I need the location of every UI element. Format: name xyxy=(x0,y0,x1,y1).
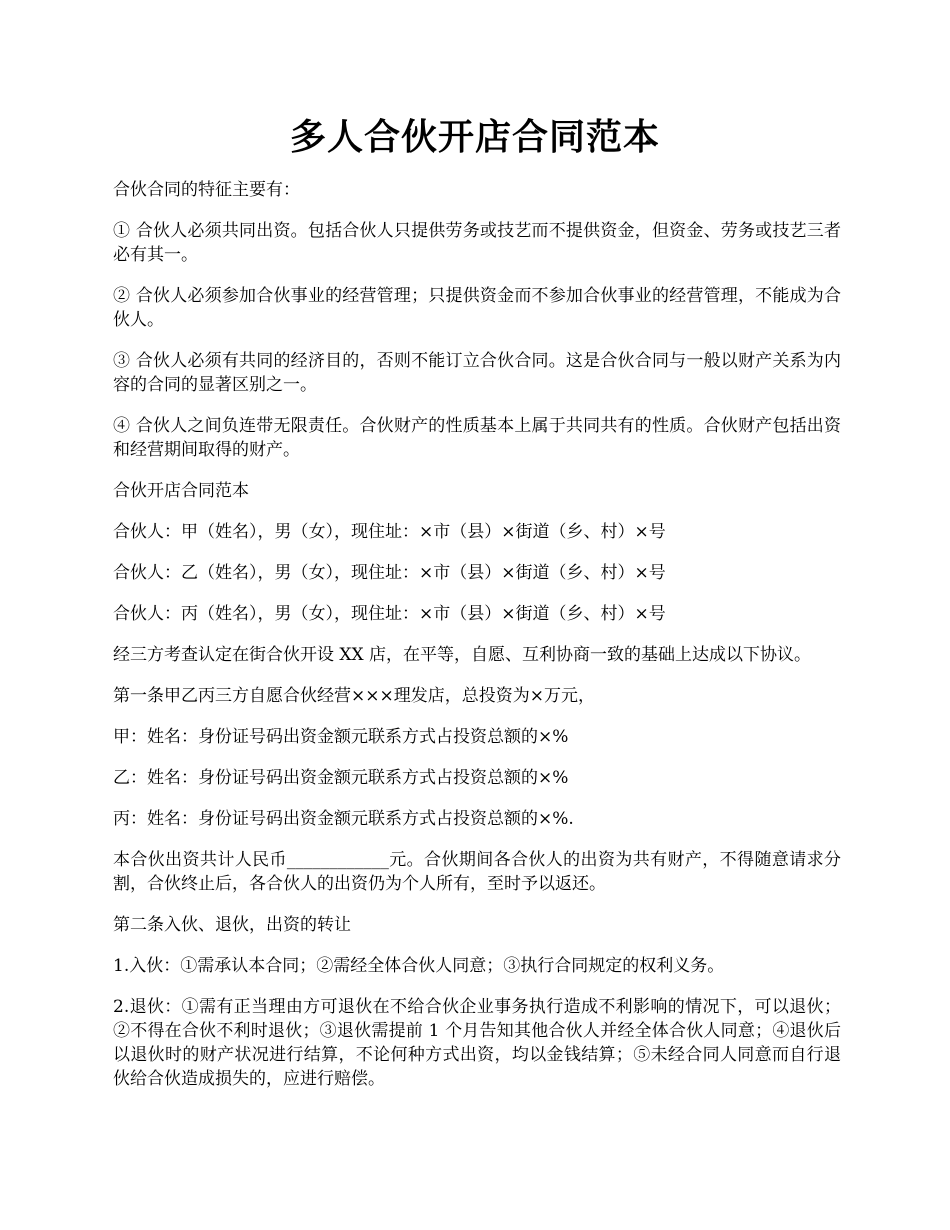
partner-c-line: 合伙人：丙（姓名），男（女），现住址：×市（县）×街道（乡、村）×号 xyxy=(113,604,666,624)
section-heading-template: 合伙开店合同范本 xyxy=(113,481,249,501)
article-2-heading: 第二条入伙、退伙，出资的转让 xyxy=(113,915,351,935)
partner-b-line: 合伙人：乙（姓名），男（女），现住址：×市（县）×街道（乡、村）×号 xyxy=(113,563,666,583)
withdrawal-clause: 2.退伙：①需有正当理由方可退伙在不给合伙企业事务执行造成不利影响的情况下，可以退伙；②不得在合伙不利时退伙；③退伙需提前 1 个月告知其他合伙人并经全体合伙人同意；④退伙后以退伙时的财产状况进行结算，不论何种方式出资，均以金钱结算；⑤未经合同人同意而自行退伙给合伙造成损失的，应进行赔偿。 xyxy=(113,997,841,1089)
paragraph-feature-1: ① 合伙人必须共同出资。包括合伙人只提供劳务或技艺而不提供资金，但资金、劳务或技艺三者必有其一。 xyxy=(113,221,841,265)
article-1-heading: 第一条甲乙丙三方自愿合伙经营×××理发店，总投资为×万元， xyxy=(113,686,595,706)
paragraph-features-intro: 合伙合同的特征主要有： xyxy=(113,180,300,200)
document-title: 多人合伙开店合同范本 xyxy=(289,116,660,158)
joining-clause: 1.入伙：①需承认本合同；②需经全体合伙人同意；③执行合同规定的权利义务。 xyxy=(113,956,725,976)
paragraph-feature-2: ② 合伙人必须参加合伙事业的经营管理；只提供资金而不参加合伙事业的经营管理，不能成为合伙人。 xyxy=(113,286,841,330)
agreement-preamble: 经三方考查认定在街合伙开设 XX 店，在平等，自愿、互利协商一致的基础上达成以下协议。 xyxy=(113,645,812,665)
paragraph-feature-4: ④ 合伙人之间负连带无限责任。合伙财产的性质基本上属于共同共有的性质。合伙财产包括出资和经营期间取得的财产。 xyxy=(113,416,841,460)
investor-c-line: 丙：姓名：身份证号码出资金额元联系方式占投资总额的×%. xyxy=(113,809,574,829)
document-body xyxy=(113,178,841,1108)
investor-b-line: 乙：姓名：身份证号码出资金额元联系方式占投资总额的×% xyxy=(113,768,569,788)
total-investment-paragraph: 本合伙出资共计人民币____________元。合伙期间各合伙人的出资为共有财产，不得随意请求分割，合伙终止后，各合伙人的出资仍为个人所有，至时予以返还。 xyxy=(113,850,841,894)
paragraph-feature-3: ③ 合伙人必须有共同的经济目的，否则不能订立合伙合同。这是合伙合同与一般以财产关系为内容的合同的显著区别之一。 xyxy=(113,351,841,395)
investor-a-line: 甲：姓名：身份证号码出资金额元联系方式占投资总额的×% xyxy=(113,727,569,747)
partner-a-line: 合伙人：甲（姓名），男（女），现住址：×市（县）×街道（乡、村）×号 xyxy=(113,522,666,542)
